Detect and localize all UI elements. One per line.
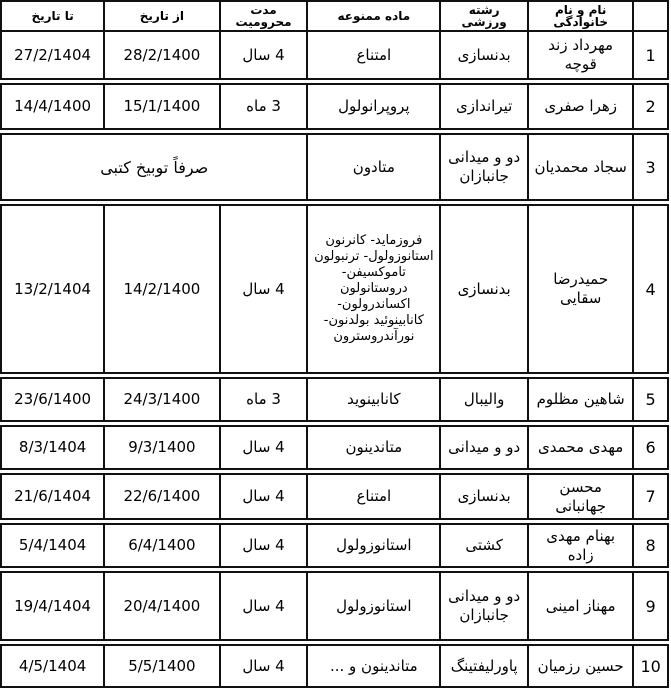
table-row [1, 645, 668, 687]
duration: 3 ماه [220, 378, 308, 421]
from-date: 5/5/1400 [104, 645, 219, 687]
from-date: 24/3/1400 [104, 378, 219, 421]
header-row-number [633, 1, 668, 31]
substance: متاندینون و ... [307, 645, 440, 687]
athlete-name: محسن جهانبانی [528, 474, 633, 519]
header-substance: ماده ممنوعه [307, 1, 440, 31]
duration: 4 سال [220, 474, 308, 519]
athlete-name: زهرا صفری [528, 84, 633, 129]
header-name: نام و نام خانوادگی [528, 1, 633, 31]
substance: فروزماید- کانرنون استانوزولول- ترنبولون تاموکسیفن- دروستانولون اکساندرولون- کانابینوئید بولدنون- نورآندروسترون [307, 205, 440, 373]
athlete-name: شاهین مظلوم [528, 378, 633, 421]
row-number: 6 [633, 426, 668, 469]
from-date: 6/4/1400 [104, 524, 219, 567]
sport: دو و میدانی [440, 426, 528, 469]
from-date: 14/2/1400 [104, 205, 219, 373]
table-row [1, 426, 668, 469]
substance: پروپرانولول [307, 84, 440, 129]
to-date: 27/2/1404 [1, 31, 104, 79]
table-row [1, 31, 668, 79]
to-date: 14/4/1400 [1, 84, 104, 129]
to-date: 13/2/1404 [1, 205, 104, 373]
from-date: 9/3/1400 [104, 426, 219, 469]
row-number: 7 [633, 474, 668, 519]
table-row [1, 84, 668, 129]
sport: کشتی [440, 524, 528, 567]
duration: 4 سال [220, 645, 308, 687]
substance: امتناع [307, 31, 440, 79]
table-row [1, 474, 668, 519]
duration: 3 ماه [220, 84, 308, 129]
to-date: 21/6/1404 [1, 474, 104, 519]
duration: 4 سال [220, 426, 308, 469]
header-sport: رشته ورزشی [440, 1, 528, 31]
sport: پاورلیفتینگ [440, 645, 528, 687]
substance: استانوزولول [307, 572, 440, 640]
athlete-name: حسین رزمیان [528, 645, 633, 687]
sport: تیراندازی [440, 84, 528, 129]
table-row [1, 134, 668, 200]
sanction-note: صرفاً توبیخ کتبی [1, 134, 307, 200]
row-number: 8 [633, 524, 668, 567]
row-number: 1 [633, 31, 668, 79]
from-date: 28/2/1400 [104, 31, 219, 79]
sport: بدنسازی [440, 31, 528, 79]
header-duration: مدت محرومیت [220, 1, 308, 31]
table-row [1, 205, 668, 373]
athlete-name: بهنام مهدی زاده [528, 524, 633, 567]
sport: والیبال [440, 378, 528, 421]
athlete-name: مهدی محمدی [528, 426, 633, 469]
table-row [1, 378, 668, 421]
sport: دو و میدانی جانبازان [440, 134, 528, 200]
duration: 4 سال [220, 572, 308, 640]
table-header-row [1, 1, 668, 31]
row-number: 3 [633, 134, 668, 200]
substance: متادون [307, 134, 440, 200]
row-number: 10 [633, 645, 668, 687]
athlete-name: سجاد محمدیان [528, 134, 633, 200]
header-to-date: تا تاریخ [1, 1, 104, 31]
substance: امتناع [307, 474, 440, 519]
to-date: 5/4/1404 [1, 524, 104, 567]
row-number: 5 [633, 378, 668, 421]
substance: کانابینوید [307, 378, 440, 421]
athlete-name: مهناز امینی [528, 572, 633, 640]
from-date: 20/4/1400 [104, 572, 219, 640]
from-date: 22/6/1400 [104, 474, 219, 519]
duration: 4 سال [220, 205, 308, 373]
athlete-name: مهرداد زند قوچه [528, 31, 633, 79]
row-number: 9 [633, 572, 668, 640]
duration: 4 سال [220, 524, 308, 567]
substance: متاندینون [307, 426, 440, 469]
header-from-date: از تاریخ [104, 1, 219, 31]
to-date: 4/5/1404 [1, 645, 104, 687]
substance: استانوزولول [307, 524, 440, 567]
from-date: 15/1/1400 [104, 84, 219, 129]
athlete-name: حمیدرضا سقایی [528, 205, 633, 373]
sport: بدنسازی [440, 205, 528, 373]
sport: بدنسازی [440, 474, 528, 519]
table-row [1, 524, 668, 567]
to-date: 8/3/1404 [1, 426, 104, 469]
to-date: 19/4/1404 [1, 572, 104, 640]
duration: 4 سال [220, 31, 308, 79]
row-number: 4 [633, 205, 668, 373]
row-number: 2 [633, 84, 668, 129]
to-date: 23/6/1400 [1, 378, 104, 421]
table-row [1, 572, 668, 640]
sport: دو و میدانی جانبازان [440, 572, 528, 640]
